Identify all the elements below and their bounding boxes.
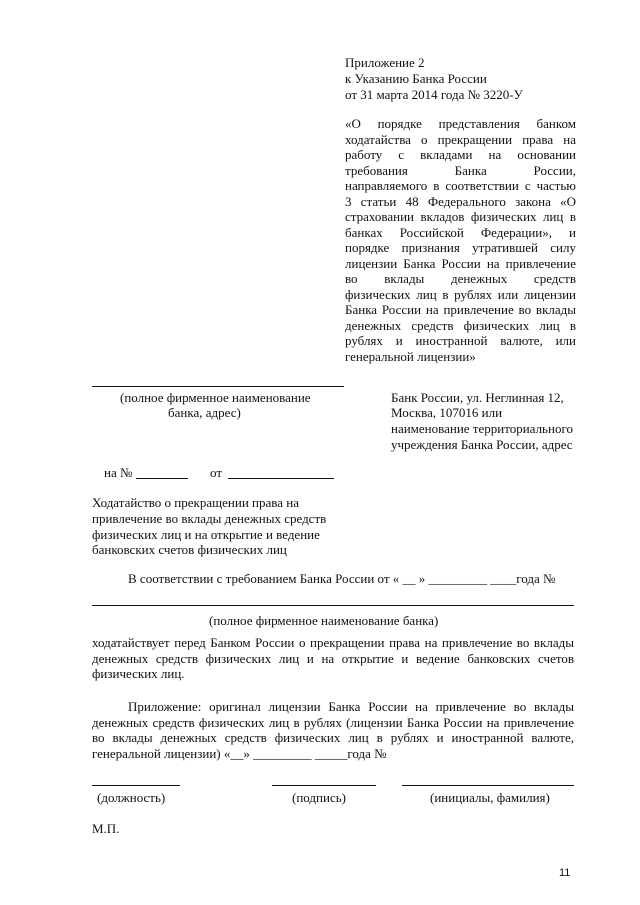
subject-line: рублях и иностранной валюте, или — [345, 333, 576, 348]
recipient-line1: Банк России, ул. Неглинная 12, — [391, 390, 564, 405]
signature-line[interactable] — [272, 785, 376, 786]
subject-line: генеральной лицензии» — [345, 348, 476, 364]
bank-name-caption: (полное фирменное наименование банка) — [209, 613, 439, 628]
recipient-line3: наименование территориального — [391, 421, 573, 436]
name-caption: (инициалы, фамилия) — [430, 790, 550, 805]
attachment-line: генеральной лицензии) «__» _________ _____года № — [92, 745, 387, 761]
bank-name-line[interactable] — [92, 605, 574, 606]
title-line: Ходатайство о прекращении права на — [92, 495, 299, 510]
ref-date-field[interactable] — [228, 478, 334, 479]
subject-line: ходатайства о прекращении права на — [345, 131, 576, 147]
page-number: 11 — [559, 867, 571, 879]
position-line[interactable] — [92, 785, 180, 786]
appendix-number: Приложение 2 — [345, 55, 425, 70]
subject-line: направляемого в соответствии с частью — [345, 178, 576, 193]
position-caption: (должность) — [97, 790, 166, 805]
sender-name-line — [92, 386, 344, 387]
subject-line: банках Российской Федерации», и — [345, 224, 576, 240]
subject-line: физических лиц в рублях или лицензии — [345, 286, 576, 302]
subject-line: «О порядке представления банком — [345, 116, 576, 131]
subject-line: 3 статьи 48 Федерального закона «О — [345, 193, 576, 209]
title-line: физических лиц и на открытие и ведение — [92, 527, 320, 542]
ref-number-field[interactable] — [136, 478, 188, 479]
attachment-line: денежных средств физических лиц в рублях (лицензии Банка России на привлечение — [92, 714, 574, 730]
appendix-date: от 31 марта 2014 года № 3220-У — [345, 87, 523, 102]
recipient-line4: учреждения Банка России, адрес — [391, 437, 573, 452]
attachment-line: Приложение: оригинал лицензии Банка России на привлечение во вклады — [128, 699, 574, 714]
title-line: привлечение во вклады денежных средств — [92, 511, 327, 526]
attachment-paragraph — [92, 699, 574, 761]
appendix-reference: к Указанию Банка России — [345, 71, 487, 86]
petition-line: ходатайствует перед Банком России о прекращении права на привлечение во вклады — [92, 635, 574, 650]
recipient-line2: Москва, 107016 или — [391, 405, 503, 420]
subject-line: работу с вкладами на основании — [345, 147, 576, 162]
title-line: банковских счетов физических лиц — [92, 542, 287, 557]
sender-caption-line1: (полное фирменное наименование — [120, 390, 311, 405]
subject-line: лицензии Банка России на привлечение — [345, 255, 576, 271]
petition-line: денежных средств физических лиц и на открытие и ведение банковских счетов — [92, 650, 574, 666]
signature-caption: (подпись) — [292, 790, 346, 805]
subject-line: во вклады денежных средств — [345, 271, 576, 286]
sender-caption-line2: банка, адрес) — [168, 405, 241, 420]
stamp-label: М.П. — [92, 821, 120, 836]
name-line[interactable] — [402, 785, 574, 786]
ref-date-label: от — [210, 465, 223, 480]
intro-text: В соответствии с требованием Банка России от « __ » _________ ____года № — [128, 571, 556, 586]
subject-line: требования Банка России, — [345, 162, 576, 178]
ref-number-label: на № — [104, 465, 133, 480]
subject-line: денежных средств физических лиц в — [345, 317, 576, 333]
petition-paragraph — [92, 635, 574, 682]
subject-line: Банка России на привлечение во вклады — [345, 302, 576, 317]
subject-line: порядке признания утратившей силу — [345, 240, 576, 255]
attachment-line: во вклады денежных средств физических лиц в рублях и иностранной валюте, — [92, 730, 574, 745]
petition-line: физических лиц. — [92, 666, 185, 681]
subject-block — [345, 116, 576, 364]
subject-line: страховании вкладов физических лиц в — [345, 209, 576, 224]
